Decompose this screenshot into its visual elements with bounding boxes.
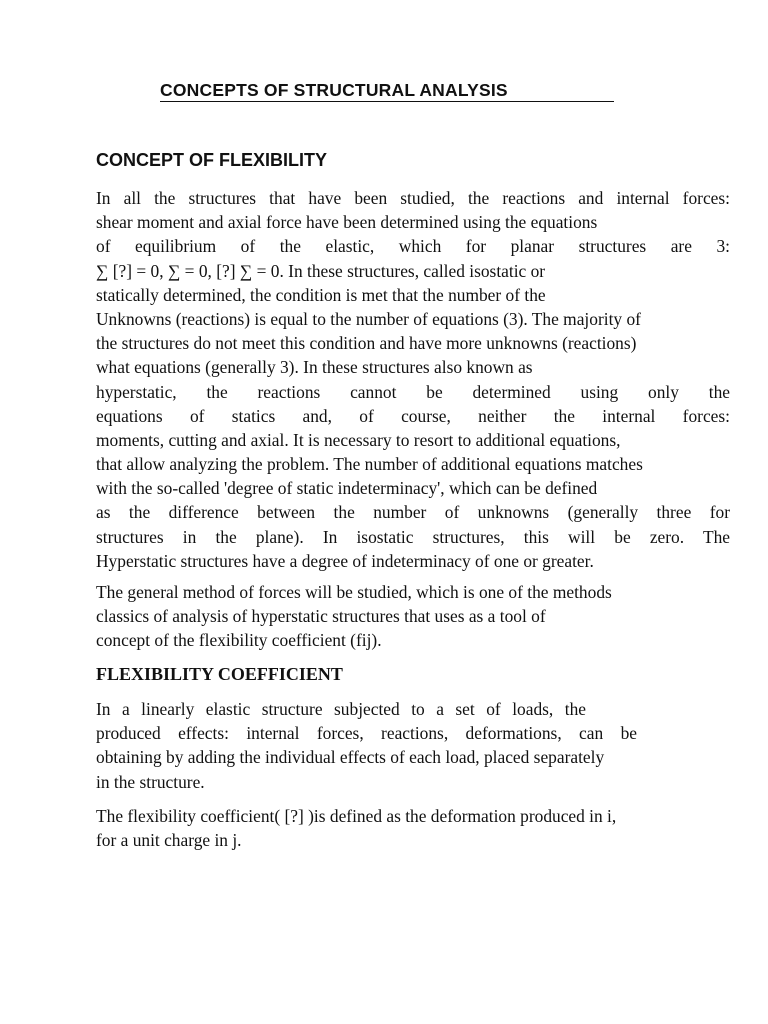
paragraph-line: structures in the plane). In isostatic structures, this will be zero. The (96, 526, 730, 547)
equilibrium-equations-line: ∑ [?] = 0, ∑ = 0, [?] ∑ = 0. In these structures, called isostatic or (96, 260, 546, 281)
paragraph-line: with the so-called 'degree of static indeterminacy', which can be defined (96, 478, 598, 499)
paragraph-line: The general method of forces will be studied, which is one of the methods (96, 582, 612, 602)
paragraph-line: what equations (generally 3). In these structures also known as (96, 357, 533, 378)
paragraph-line: classics of analysis of hyperstatic structures that uses as a tool of (96, 606, 546, 627)
paragraph-line: of equilibrium of the elastic, which for planar structures are 3: (96, 236, 730, 257)
flexibility-coefficient-heading: FLEXIBILITY COEFFICIENT (96, 664, 343, 684)
paragraph-line: that allow analyzing the problem. The number of additional equations matches (96, 454, 643, 475)
paragraph-line: The flexibility coefficient( [?] )is defined as the deformation produced in i, (96, 806, 617, 826)
paragraph-line: shear moment and axial force have been determined using the equations (96, 212, 598, 233)
title-underline (160, 101, 614, 102)
paragraph-line: the structures do not meet this condition and have more unknowns (reactions) (96, 333, 637, 354)
paragraph-line: obtaining by adding the individual effects of each load, placed separately (96, 747, 605, 768)
section-heading: CONCEPT OF FLEXIBILITY (96, 150, 328, 170)
paragraph-line: In a linearly elastic structure subjected to a set of loads, the (96, 699, 586, 719)
paragraph-line: as the difference between the number of unknowns (generally three for (96, 502, 730, 523)
paragraph-line: in the structure. (96, 771, 205, 792)
paragraph-line: produced effects: internal forces, reactions, deformations, can be (96, 723, 637, 744)
paragraph-linear-elastic (96, 697, 730, 794)
paragraph-method-of-forces (96, 580, 730, 653)
paragraph-line: Hyperstatic structures have a degree of indeterminacy of one or greater. (96, 550, 594, 571)
paragraph-line: In all the structures that have been studied, the reactions and internal forces: (96, 188, 730, 208)
paragraph-line: concept of the flexibility coefficient (fij). (96, 630, 382, 651)
paragraph-line: moments, cutting and axial. It is necessary to resort to additional equations, (96, 429, 621, 450)
paragraph-flexibility-intro (96, 186, 730, 573)
page-title: CONCEPTS OF STRUCTURAL ANALYSIS (160, 80, 508, 100)
paragraph-line: hyperstatic, the reactions cannot be determined using only the (96, 381, 730, 402)
paragraph-line: for a unit charge in j. (96, 830, 242, 851)
paragraph-line: equations of statics and, of course, neither the internal forces: (96, 405, 730, 426)
paragraph-coefficient-definition (96, 804, 730, 852)
paragraph-line: Unknowns (reactions) is equal to the number of equations (3). The majority of (96, 308, 641, 329)
paragraph-line: statically determined, the condition is met that the number of the (96, 284, 546, 305)
